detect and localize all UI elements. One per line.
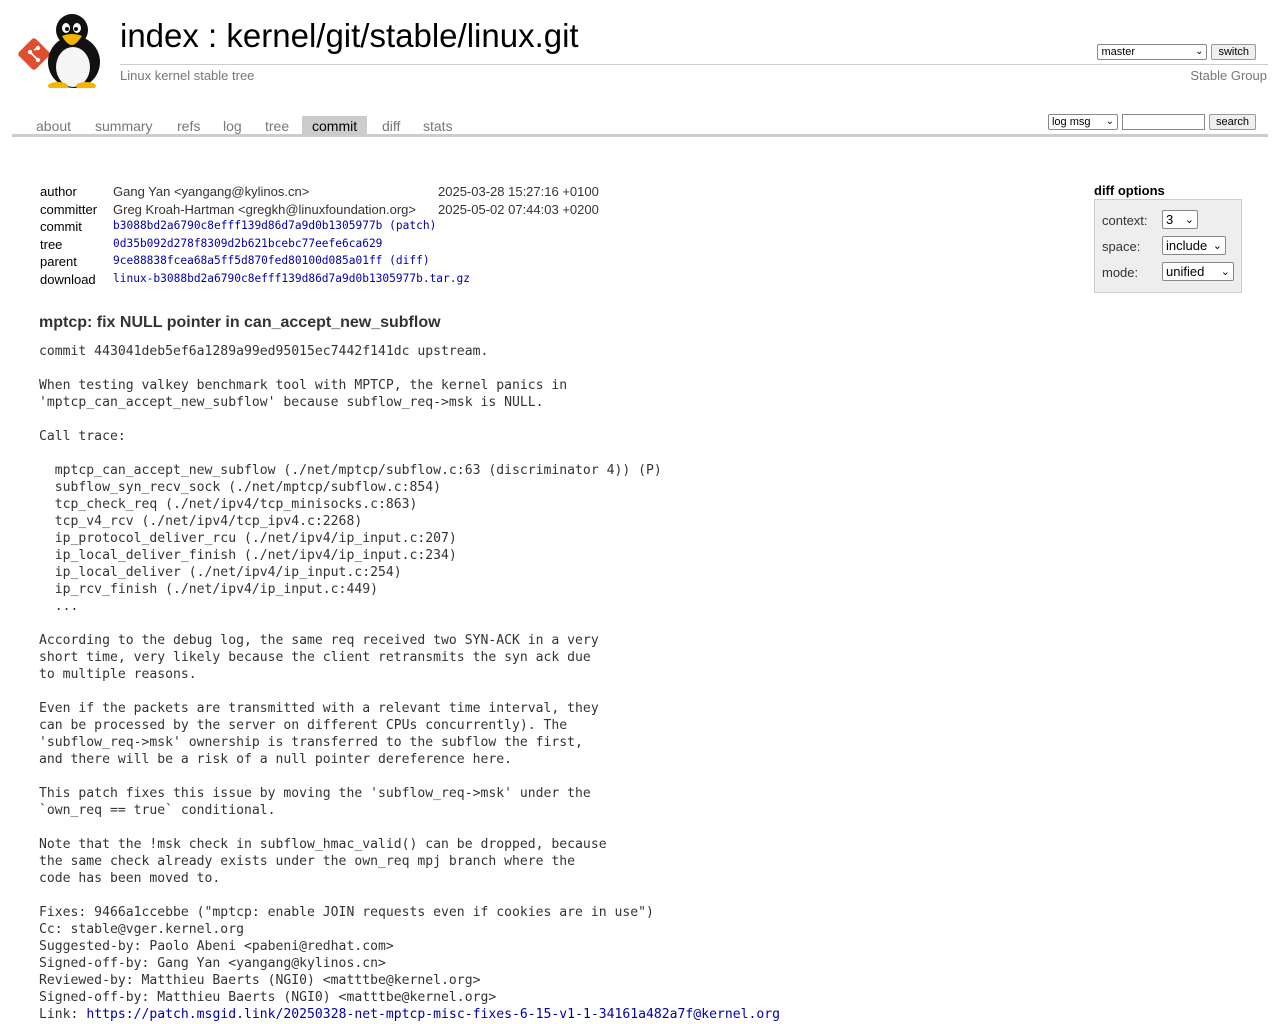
author-label: author — [40, 184, 77, 199]
repo-owner: Stable Group — [1190, 68, 1267, 83]
mode-option — [1102, 262, 1236, 282]
page-title — [120, 16, 579, 56]
search-mode-value: log msg — [1051, 116, 1091, 128]
branch-select-value: master — [1101, 46, 1136, 58]
author-date: 2025-03-28 15:27:16 +0100 — [438, 184, 599, 199]
parent-diff-link[interactable]: diff — [395, 254, 423, 268]
repo-description: Linux kernel stable tree — [120, 68, 255, 83]
diff-options-panel — [1094, 183, 1242, 293]
tab-commit[interactable]: commit — [302, 116, 367, 134]
chevron-down-icon: ⌄ — [1212, 240, 1222, 252]
switch-button[interactable]: switch — [1211, 44, 1256, 60]
parent-label: parent — [40, 254, 77, 270]
space-select-value: include — [1166, 238, 1208, 253]
tab-about[interactable]: about — [36, 118, 72, 134]
commit-label: commit — [40, 219, 82, 235]
mode-select[interactable] — [1162, 262, 1234, 281]
mode-label: mode: — [1102, 265, 1139, 280]
space-select[interactable] — [1162, 236, 1226, 255]
chevron-down-icon: ⌄ — [1105, 116, 1114, 127]
tab-summary[interactable]: summary — [95, 118, 153, 134]
download-label: download — [40, 271, 96, 287]
search-input[interactable] — [1122, 114, 1205, 130]
mode-select-value: unified — [1166, 264, 1205, 279]
branch-switch-form — [1097, 44, 1256, 60]
tab-bar — [12, 114, 1268, 137]
tree-hash-row — [113, 237, 382, 250]
patch-msgid-link[interactable]: https://patch.msgid.link/20250328-net-mptcp-misc-fixes-6-15-v1-1-34161a482a7f@kernel.org — [86, 1007, 781, 1022]
chevron-down-icon: ⌄ — [1220, 266, 1230, 278]
author-value: Gang Yan <yangang@kylinos.cn> — [113, 184, 310, 199]
search-form — [1048, 114, 1256, 130]
commit-hash-row: b3088bd2a6790c8efff139d86d7a9d0b1305977b (patch) — [113, 219, 437, 233]
commit-subject: mptcp: fix NULL pointer in can_accept_new_subflow — [39, 314, 441, 331]
diff-options-title: diff options — [1094, 183, 1165, 198]
cgit-logo-icon[interactable] — [16, 12, 108, 88]
tree-label: tree — [40, 236, 63, 252]
context-select-value: 3 — [1166, 212, 1174, 227]
committer-date: 2025-05-02 07:44:03 +0200 — [438, 201, 599, 217]
committer-label: committer — [40, 201, 98, 217]
download-link[interactable]: linux-b3088bd2a6790c8efff139d86d7a9d0b1305977b.tar.gz — [113, 271, 470, 285]
chevron-down-icon: ⌄ — [1195, 46, 1204, 57]
download-row-value — [113, 272, 470, 285]
tab-stats[interactable]: stats — [423, 118, 453, 134]
diff-options-box — [1094, 199, 1242, 293]
repo-link[interactable]: kernel/git/stable/linux.git — [226, 17, 579, 54]
index-link[interactable]: index — [120, 17, 199, 54]
title-separator: : — [198, 17, 227, 54]
search-mode-select[interactable] — [1048, 114, 1118, 130]
header-divider — [120, 64, 1268, 65]
chevron-down-icon: ⌄ — [1184, 214, 1194, 226]
parent-hash-link[interactable]: 9ce88838fcea68a5ff5d870fed80100d085a01ff — [113, 254, 383, 268]
parent-hash-row: 9ce88838fcea68a5ff5d870fed80100d085a01ff (diff) — [113, 254, 430, 268]
context-label: context: — [1102, 213, 1148, 228]
commit-link-line — [39, 1006, 780, 1023]
context-option — [1102, 210, 1236, 230]
space-label: space: — [1102, 239, 1141, 254]
header — [12, 8, 1268, 88]
link-prefix: Link: — [39, 1007, 87, 1022]
tree-hash-link[interactable]: 0d35b092d278f8309d2b621bcebc77eefe6ca629 — [113, 236, 383, 250]
commit-hash-link[interactable]: b3088bd2a6790c8efff139d86d7a9d0b1305977b — [113, 219, 383, 233]
context-select[interactable] — [1162, 210, 1198, 229]
search-button[interactable]: search — [1209, 114, 1256, 130]
tab-tree[interactable]: tree — [265, 118, 290, 134]
patch-link[interactable]: patch — [395, 219, 430, 233]
branch-select[interactable] — [1097, 44, 1207, 60]
tab-log[interactable]: log — [223, 118, 242, 134]
committer-value: Greg Kroah-Hartman <gregkh@linuxfoundation.org> — [113, 201, 416, 217]
space-option — [1102, 236, 1236, 256]
tab-diff[interactable]: diff — [382, 118, 401, 134]
commit-message-body: commit 443041deb5ef6a1289a99ed95015ec7442f141dc upstream. When testing valkey benchmark tool with MPTCP, the kernel panics in 'mptcp_can_accept_new_subflow' because subflow_req->msk is NULL. Call trace: mptcp_can_accept_new_subflow (./net/mptcp/subflow.c:63 (discriminator 4)) (P) subflow_syn_recv_sock (./net/mptcp/subflow.c:854) tcp_check_req (./net/ipv4/tcp_minisocks.c:863) tcp_v4_rcv (./net/ipv4/tcp_ipv4.c:2268) ip_protocol_deliver_rcu (./net/ipv4/ip_input.c:207) ip_local_deliver_finish (./net/ipv4/ip_input.c:234) ip_local_deliver (./net/ipv4/ip_input.c:254) ip_rcv_finish (./net/ipv4/ip_input.c:449) ... According to the debug log, the same req received two SYN-ACK in a very short time, very likely because the client retransmits the syn ack due to multiple reasons. Even if the packets are transmitted with a relevant time interval, they can be processed by the server on different CPUs concurrently). The 'subflow_req->msk' ownership is transferred to the subflow the first, and there will be a risk of a null pointer dereference here. This patch fixes this issue by moving the 'subflow_req->msk' under the `own_req == true` conditional. Note that the !msk check in subflow_hmac_valid() can be dropped, because the same check already exists under the own_req mpj branch where the code has been moved to. Fixes: 9466a1ccebbe ("mptcp: enable JOIN requests even if cookies are in use") Cc: stable@vger.kernel.org Suggested-by: Paolo Abeni <pabeni@redhat.com> Signed-off-by: Gang Yan <yangang@kylinos.cn> Reviewed-by: Matthieu Baerts (NGI0) <matttbe@kernel.org> Signed-off-by: Matthieu Baerts (NGI0) <matttbe@kernel.org> — [39, 344, 662, 1005]
tab-refs[interactable]: refs — [177, 118, 201, 134]
